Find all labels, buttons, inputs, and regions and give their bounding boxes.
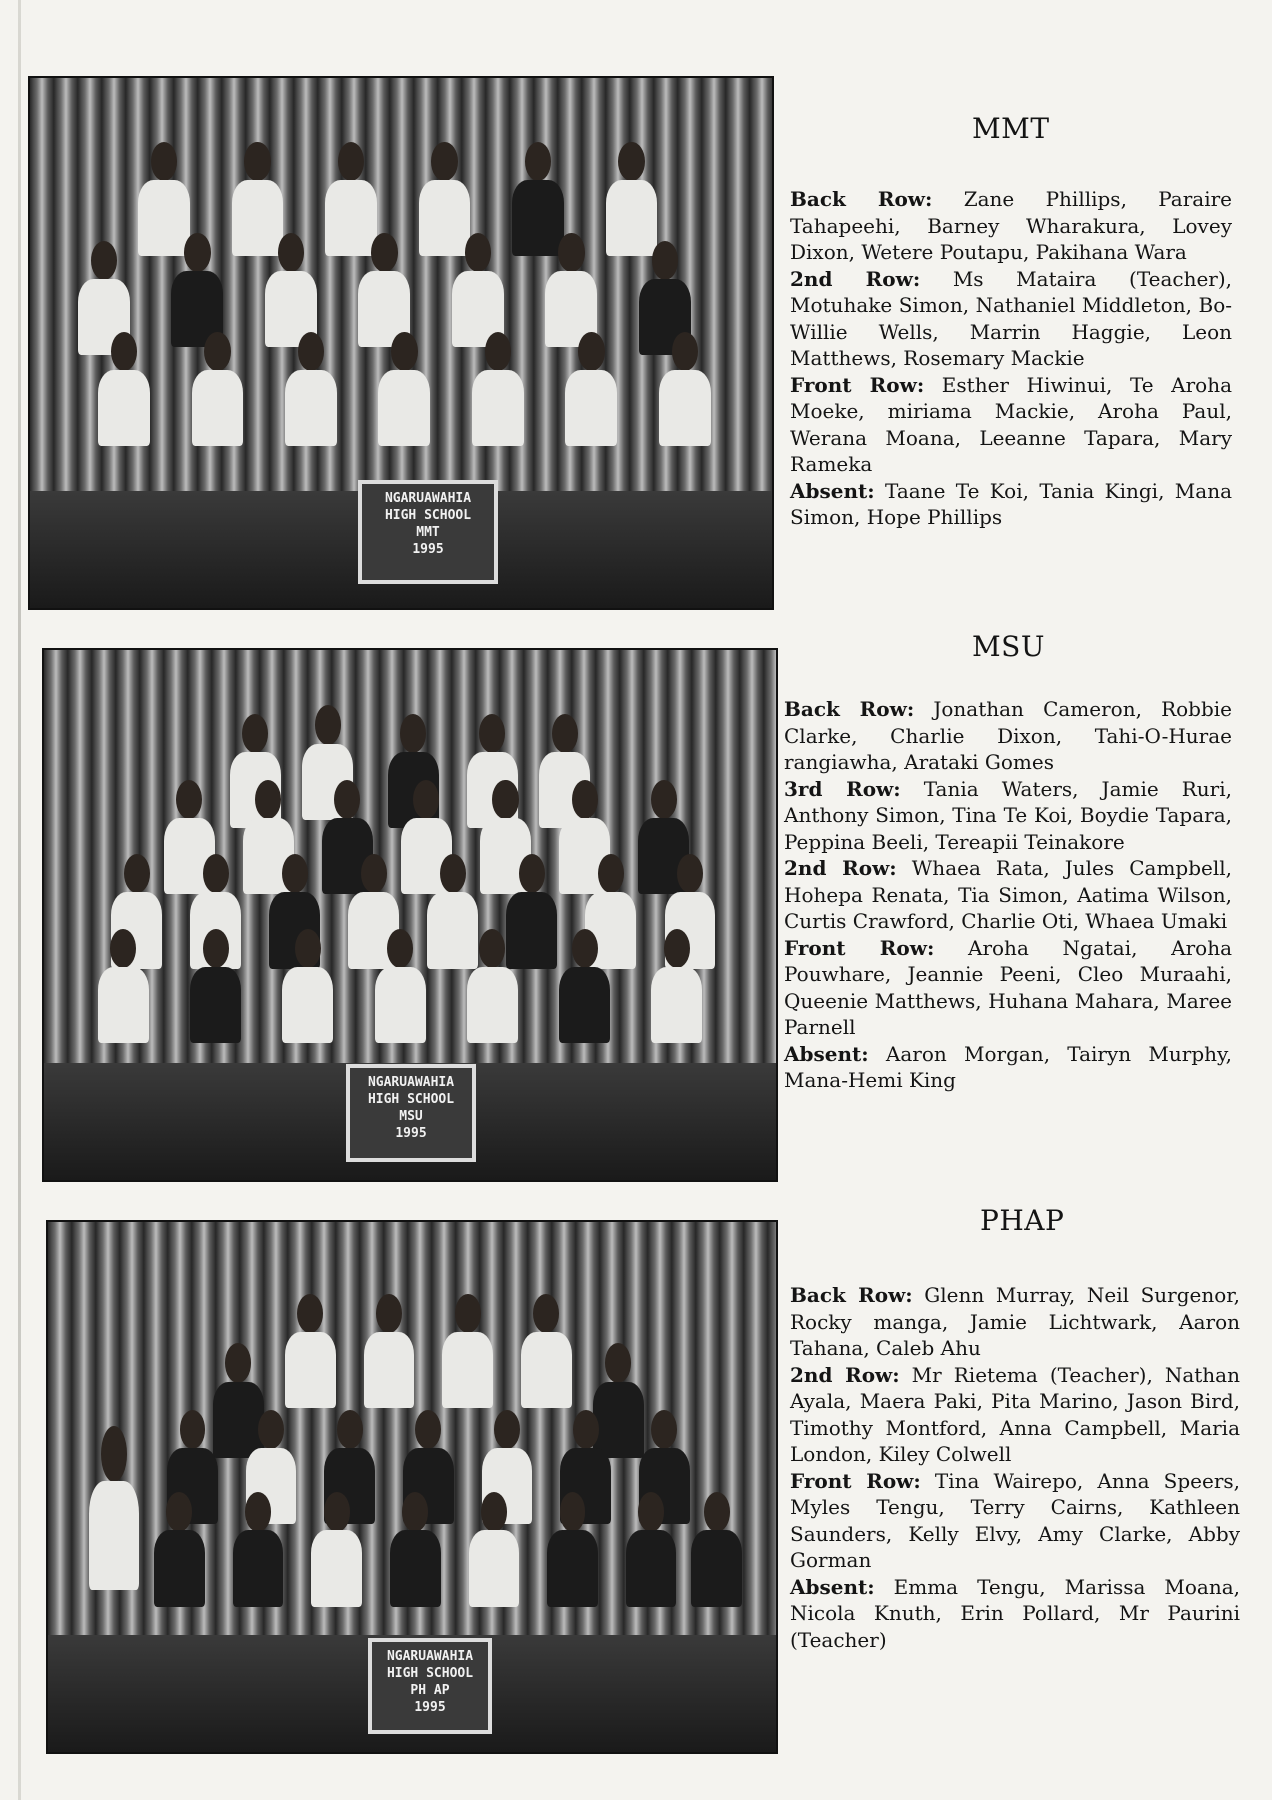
sign-line: HIGH SCHOOL bbox=[384, 508, 472, 523]
class-sign bbox=[346, 1064, 476, 1162]
class-sign bbox=[358, 480, 498, 584]
person-figure bbox=[186, 929, 245, 1045]
page-spine bbox=[18, 0, 21, 1800]
photo-group bbox=[84, 1286, 739, 1699]
row-label: Absent: bbox=[790, 1574, 875, 1599]
section-heading-mmt: MMT bbox=[972, 112, 1050, 145]
person-figure bbox=[561, 332, 621, 448]
row-names: Tania Waters, Jamie Ruri, Anthony Simon, Tina Te Koi, Boydie Tapara, Peppina Beeli, Tereapii Teinakore bbox=[784, 776, 1232, 854]
person-figure bbox=[84, 1426, 143, 1591]
person-figure bbox=[438, 1294, 497, 1410]
row-names: Aaron Morgan, Tairyn Murphy, Mana-Hemi King bbox=[784, 1041, 1232, 1092]
class-photo-msu bbox=[42, 648, 778, 1182]
person-figure bbox=[150, 1492, 209, 1608]
row-label: 2nd Row: bbox=[790, 1362, 900, 1387]
section-heading-msu: MSU bbox=[972, 630, 1045, 663]
person-figure bbox=[622, 1492, 681, 1608]
row-label: Absent: bbox=[784, 1041, 869, 1066]
person-figure bbox=[278, 929, 337, 1045]
row-label: Back Row: bbox=[790, 187, 933, 211]
row-label: Back Row: bbox=[790, 1283, 913, 1307]
sign-line: MSU bbox=[399, 1109, 423, 1124]
caption-phap bbox=[790, 1282, 1240, 1653]
sign-line: 1995 bbox=[412, 542, 444, 557]
sign-line: HIGH SCHOOL bbox=[367, 1092, 455, 1107]
sign-line: NGARUAWAHIA bbox=[367, 1075, 455, 1090]
row-names: Esther Hiwinui, Te Aroha Moeke, miriama Mackie, Aroha Paul, Werana Moana, Leeanne Tapara, Mary Rameka bbox=[790, 372, 1232, 476]
person-figure bbox=[543, 1492, 602, 1608]
person-figure bbox=[463, 929, 522, 1045]
sign-line: NGARUAWAHIA bbox=[384, 491, 472, 506]
person-figure bbox=[647, 929, 706, 1045]
person-figure bbox=[94, 332, 154, 448]
row-label: 2nd Row: bbox=[790, 266, 921, 291]
person-figure bbox=[281, 1294, 340, 1410]
row-names: Whaea Rata, Jules Campbell, Hohepa Renata, Tia Simon, Aatima Wilson, Curtis Crawford, Charlie Oti, Whaea Umaki bbox=[784, 856, 1232, 933]
sign-line: MMT bbox=[416, 525, 440, 540]
row-names: Jonathan Cameron, Robbie Clarke, Charlie Dixon, Tahi-O-Hurae rangiawha, Arataki Gomes bbox=[784, 697, 1233, 774]
sign-line: 1995 bbox=[414, 1700, 446, 1715]
row-names: Mr Rietema (Teacher), Nathan Ayala, Maera Paki, Pita Marino, Jason Bird, Timothy Montford, Anna Campbell, Maria London, Kiley Colwell bbox=[790, 1362, 1240, 1466]
person-figure bbox=[517, 1294, 576, 1410]
person-figure bbox=[94, 929, 153, 1045]
person-figure bbox=[360, 1294, 419, 1410]
row-label: Front Row: bbox=[790, 372, 925, 397]
caption-mmt bbox=[790, 186, 1232, 531]
person-figure bbox=[555, 929, 614, 1045]
row-names: Aroha Ngatai, Aroha Pouwhare, Jeannie Peeni, Cleo Muraahi, Queenie Matthews, Huhana Mahara, Maree Parnell bbox=[784, 935, 1232, 1039]
person-figure bbox=[374, 332, 434, 448]
person-figure bbox=[281, 332, 341, 448]
class-photo-mmt bbox=[28, 76, 774, 610]
person-figure bbox=[655, 332, 715, 448]
sign-line: 1995 bbox=[395, 1126, 427, 1141]
person-figure bbox=[307, 1492, 366, 1608]
person-figure bbox=[370, 929, 429, 1045]
row-names: Emma Tengu, Marissa Moana, Nicola Knuth, Erin Pollard, Mr Paurini (Teacher) bbox=[790, 1574, 1240, 1652]
row-names: Ms Mataira (Teacher), Motuhake Simon, Nathaniel Middleton, Bo- Willie Wells, Marrin Haggie, Leon Matthews, Rosemary Mackie bbox=[790, 266, 1233, 370]
sign-line: NGARUAWAHIA bbox=[386, 1649, 474, 1664]
row-names: Taane Te Koi, Tania Kingi, Mana Simon, Hope Phillips bbox=[790, 478, 1233, 529]
person-figure bbox=[468, 332, 528, 448]
caption-msu bbox=[784, 696, 1232, 1094]
class-sign bbox=[368, 1638, 492, 1734]
row-names: Zane Phillips, Paraire Tahapeehi, Barney Wharakura, Lovey Dixon, Wetere Poutapu, Pakihana Wara bbox=[790, 187, 1233, 264]
sign-line: HIGH SCHOOL bbox=[386, 1666, 474, 1681]
person-figure bbox=[229, 1492, 288, 1608]
person-figure bbox=[464, 1492, 523, 1608]
row-names: Tina Wairepo, Anna Speers, Myles Tengu, Terry Cairns, Kathleen Saunders, Kelly Elvy, Amy Clarke, Abby Gorman bbox=[790, 1468, 1241, 1572]
row-label: Front Row: bbox=[790, 1468, 921, 1493]
class-photo-phap bbox=[46, 1220, 778, 1754]
row-label: 2nd Row: bbox=[784, 856, 897, 880]
person-figure bbox=[687, 1492, 746, 1608]
row-label: Absent: bbox=[790, 478, 875, 503]
person-figure bbox=[386, 1492, 445, 1608]
row-names: Glenn Murray, Neil Surgenor, Rocky manga, Jamie Lichtwark, Aaron Tahana, Caleb Ahu bbox=[790, 1283, 1241, 1360]
person-figure bbox=[187, 332, 247, 448]
section-heading-phap: PHAP bbox=[980, 1204, 1065, 1237]
row-label: Front Row: bbox=[784, 935, 935, 960]
sign-line: PH AP bbox=[410, 1683, 450, 1698]
row-label: 3rd Row: bbox=[784, 776, 901, 801]
row-label: Back Row: bbox=[784, 697, 915, 721]
